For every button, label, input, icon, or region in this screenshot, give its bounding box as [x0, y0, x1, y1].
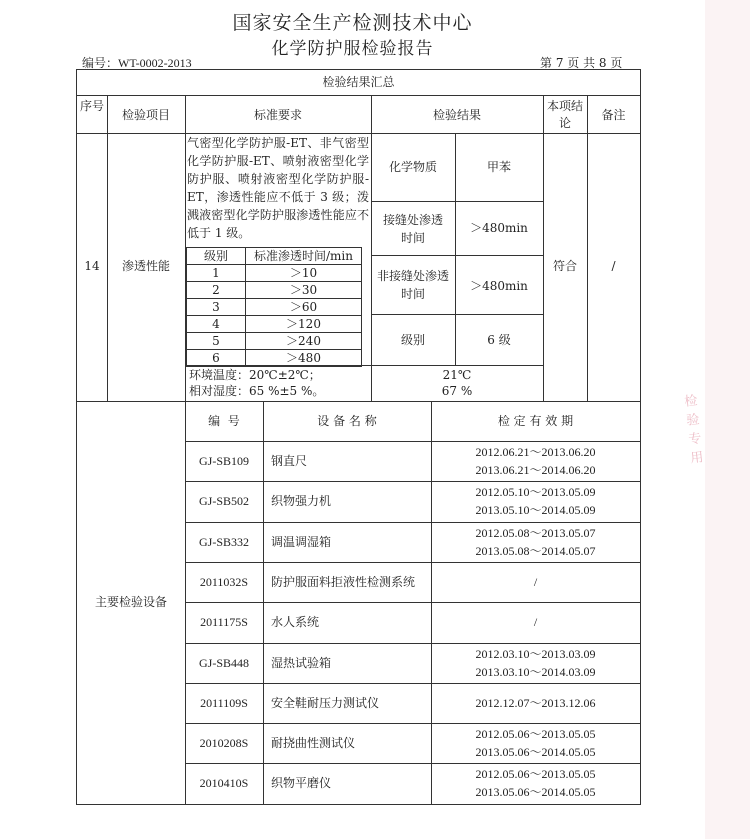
doc-number: 编号：WT-0002-2013 — [82, 56, 192, 70]
equipment-validity: 2013.06.21～2014.06.20 — [475, 463, 596, 477]
equipment-validity: 2013.05.10～2014.05.09 — [475, 503, 596, 518]
result-value-grade: 6 级 — [487, 333, 511, 347]
result-label-chemical: 化学物质 — [388, 160, 437, 174]
grade-level: 2 — [187, 282, 246, 299]
header-result: 检验结果 — [432, 108, 481, 122]
equipment-validity: 2012.06.21～2013.06.20 — [475, 445, 596, 459]
header-standard: 标准要求 — [253, 108, 302, 122]
grade-header-time: 标准渗透时间/min — [246, 248, 362, 265]
grade-table — [186, 247, 362, 367]
equip-header-validity: 检 定 有 效 期 — [497, 414, 574, 428]
header-remark: 备注 — [601, 108, 626, 122]
equipment-name: 安全鞋耐压力测试仪 — [271, 695, 380, 710]
equipment-name: 钢直尺 — [271, 454, 308, 468]
summary-table — [76, 69, 641, 805]
grade-time: ＞30 — [246, 282, 362, 299]
equipment-name: 防护服面料拒液性检测系统 — [271, 574, 416, 589]
equipment-validity: 2012.05.06～2013.05.05 — [475, 767, 596, 782]
result-label-nonseam: 非接缝处渗透时间 — [377, 269, 450, 301]
header-conclusion: 本项结论 — [546, 99, 583, 130]
header-no: 序号 — [79, 99, 104, 113]
grade-time: ＞120 — [246, 316, 362, 333]
equipment-code: 2011175S — [200, 615, 248, 630]
equipment-code: 2011032S — [199, 574, 249, 589]
grade-level: 4 — [187, 316, 246, 333]
equipment-code: 2011109S — [200, 695, 248, 710]
env-hum-label: 相对湿度：65 %±5 %。 — [189, 384, 325, 398]
equipment-validity: 2012.12.07～2013.12.06 — [475, 695, 596, 710]
equipment-name: 水人系统 — [271, 615, 320, 630]
grade-time: ＞60 — [246, 299, 362, 316]
row-item: 渗透性能 — [121, 259, 170, 273]
equipment-name: 织物平磨仪 — [271, 776, 332, 791]
grade-level: 1 — [187, 265, 246, 282]
equip-header-name: 设 备 名 称 — [317, 414, 377, 428]
result-value-nonseam: ＞480min — [470, 279, 528, 293]
grade-time: ＞480 — [246, 350, 362, 367]
env-hum-value: 67 % — [441, 384, 473, 398]
equipment-code: GJ-SB332 — [198, 534, 249, 549]
page-margin — [705, 0, 750, 839]
equipment-validity: 2012.03.10～2013.03.09 — [475, 646, 596, 661]
org-title: 国家安全生产检测技术中心 — [232, 12, 473, 34]
equipment-section-label: 主要检验设备 — [94, 595, 167, 609]
equipment-code: GJ-SB109 — [198, 454, 249, 468]
equipment-validity: 2012.05.06～2013.05.05 — [475, 727, 596, 742]
equipment-validity: 2012.05.08～2013.05.07 — [475, 525, 596, 540]
grade-time: ＞240 — [246, 333, 362, 350]
grade-level: 3 — [187, 299, 246, 316]
result-value-seam: ＞480min — [470, 221, 528, 235]
equip-header-code: 编 号 — [208, 414, 240, 428]
remark: / — [611, 259, 616, 273]
env-temp-value: 21℃ — [442, 368, 472, 382]
equipment-validity: 2013.03.10～2014.03.09 — [475, 664, 596, 679]
header-item: 检验项目 — [121, 108, 170, 122]
grade-time: ＞10 — [246, 265, 362, 282]
equipment-code: GJ-SB502 — [198, 494, 249, 509]
standard-requirement: 气密型化学防护服-ET、非气密型化学防护服-ET、喷射液密型化学防护服、喷射液密型化学防护服-ET，渗透性能应不低于 3 级；泼溅液密型化学防护服渗透性能应不低于 1 级。 — [187, 136, 369, 240]
equipment-validity: 2013.05.06～2014.05.05 — [475, 785, 596, 800]
env-temp-label: 环境温度：20℃±2℃； — [189, 368, 321, 382]
conclusion: 符合 — [552, 259, 577, 273]
page-info: 第 7 页 共 8 页 — [540, 56, 623, 70]
report-title: 化学防护服检验报告 — [271, 39, 434, 59]
equipment-code: 2010208S — [199, 736, 249, 751]
equipment-validity: 2013.05.06～2014.05.05 — [475, 745, 596, 760]
equipment-code: 2010410S — [199, 776, 249, 791]
seal-stamp: 检 验 专 用 — [683, 393, 705, 467]
equipment-code: GJ-SB448 — [198, 655, 249, 670]
equipment-validity: 2012.05.10～2013.05.09 — [475, 485, 596, 500]
equipment-name: 湿热试验箱 — [271, 655, 332, 670]
equipment-name: 耐挠曲性测试仪 — [271, 736, 356, 751]
grade-header-level: 级别 — [187, 248, 246, 265]
grade-level: 6 — [187, 350, 246, 367]
result-value-chemical: 甲苯 — [486, 160, 511, 174]
equipment-validity: / — [533, 615, 538, 630]
result-label-seam: 接缝处渗透时间 — [382, 213, 443, 245]
equipment-name: 调温调湿箱 — [271, 534, 332, 549]
grade-level: 5 — [187, 333, 246, 350]
table-caption: 检验结果汇总 — [322, 75, 395, 89]
result-label-grade: 级别 — [400, 333, 425, 347]
equipment-name: 织物强力机 — [271, 494, 332, 509]
equipment-validity: 2013.05.08～2014.05.07 — [475, 543, 596, 558]
equipment-validity: / — [533, 574, 538, 589]
row-no: 14 — [84, 259, 100, 273]
